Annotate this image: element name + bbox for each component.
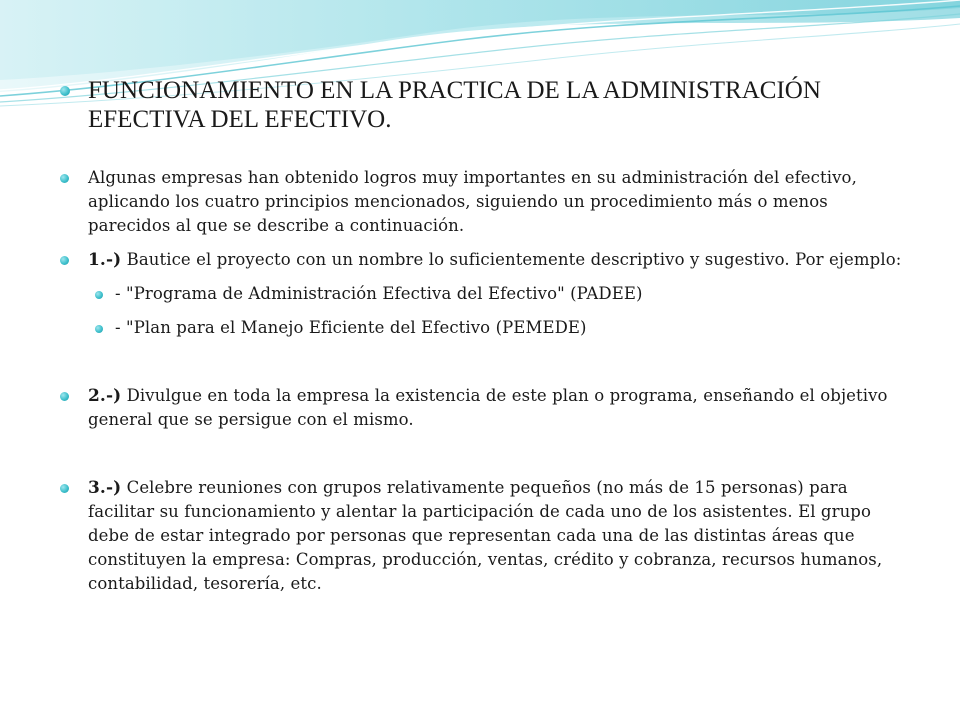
- step-2-paragraph: [60, 384, 910, 432]
- example-1-item: [95, 282, 910, 306]
- bullet-icon: [60, 86, 70, 96]
- step-3-number: 3.-): [88, 478, 122, 498]
- sub-bullet-icon: [95, 291, 103, 299]
- step-2-text: Divulgue en toda la empresa la existencia de este plan o programa, enseñando el objetivo general que se persigue con el mismo.: [88, 386, 888, 429]
- step-1-paragraph: [60, 248, 910, 272]
- step-2-number: 2.-): [88, 386, 122, 406]
- step-3-text: Celebre reuniones con grupos relativamente pequeños (no más de 15 personas) para facilitar su funcionamiento y alentar la participación de cada uno de los asistentes. El grupo debe de estar integrado por personas que representan cada una de las distintas áreas que constituyen la empresa: Compras, producción, ventas, crédito y cobranza, recursos humanos, contabilidad, tesorería, etc.: [88, 478, 883, 593]
- slide-content: [60, 70, 910, 596]
- step-3-paragraph: [60, 476, 910, 596]
- bullet-icon: [60, 256, 69, 265]
- example-1-text: - "Programa de Administración Efectiva del Efectivo" (PADEE): [115, 284, 643, 303]
- wave-band-mid: [0, 0, 960, 80]
- example-2-text: - "Plan para el Manejo Eficiente del Efectivo (PEMEDE): [115, 318, 587, 337]
- bullet-icon: [60, 392, 69, 401]
- intro-text: Algunas empresas han obtenido logros muy importantes en su administración del efectivo, aplicando los cuatro principios mencionados, siguiendo un procedimiento más o menos parecidos al que se describe a continuación.: [88, 168, 857, 235]
- bullet-icon: [60, 484, 69, 493]
- step-1-number: 1.-): [88, 250, 122, 270]
- example-2-item: [95, 316, 910, 340]
- step-1-text: Bautice el proyecto con un nombre lo suficientemente descriptivo y sugestivo. Por ejemplo:: [121, 250, 902, 269]
- sub-bullet-icon: [95, 325, 103, 333]
- slide-title: [60, 76, 910, 134]
- intro-paragraph: [60, 166, 910, 238]
- bullet-icon: [60, 174, 69, 183]
- title-text: FUNCIONAMIENTO EN LA PRACTICA DE LA ADMINISTRACIÓN EFECTIVA DEL EFECTIVO.: [88, 77, 821, 133]
